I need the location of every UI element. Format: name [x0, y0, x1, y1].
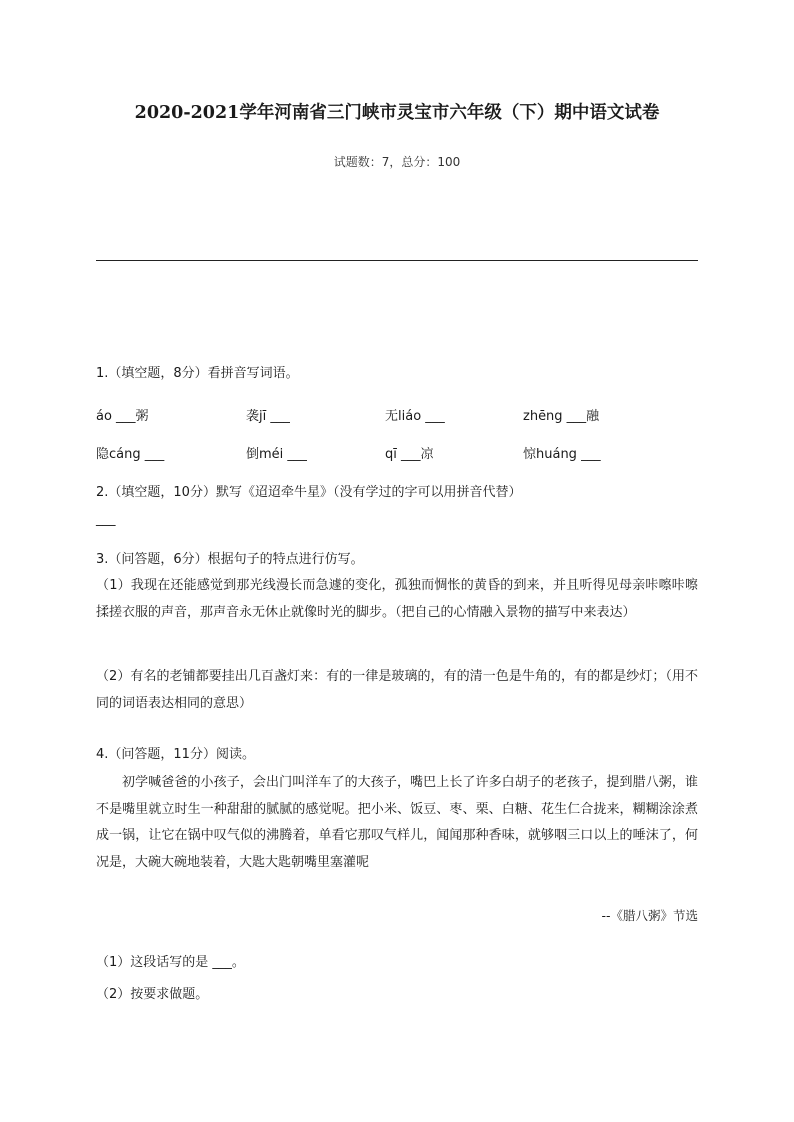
q1-item: áo ___粥: [96, 409, 149, 424]
q4-sub-2: （2）按要求做题。: [96, 987, 209, 1002]
q4-sub-1: （1）这段话写的是 ___。: [96, 955, 245, 970]
q1-item: 隐cáng ___: [96, 447, 165, 462]
q2-blank: ___: [96, 512, 116, 527]
q1-item: 无liáo ___: [385, 409, 445, 424]
q3-heading: 3.（问答题，6分）根据句子的特点进行仿写。: [96, 552, 364, 567]
q1-item: 倒méi ___: [246, 447, 307, 462]
q4-heading: 4.（问答题，11分）阅读。: [96, 747, 255, 762]
q2-heading: 2.（填空题，10分）默写《迢迢牵牛星》（没有学过的字可以用拼音代替）: [96, 485, 522, 500]
page-title: 2020-2021学年河南省三门峡市灵宝市六年级（下）期中语文试卷: [134, 103, 660, 123]
q1-item: zhēng ___融: [523, 409, 600, 424]
q1-heading: 1.（填空题，8分）看拼音写词语。: [96, 366, 299, 381]
q1-item: qī ___凉: [385, 447, 434, 462]
q3-item-1: （1）我现在还能感觉到那光线漫长而急遽的变化，孤独而惆怅的黄昏的到来，并且听得见母亲咔嚓咔嚓揉搓衣服的声音，那声音永无休止就像时光的脚步。（把自己的心情融入景物的描写中来表达）: [96, 578, 698, 620]
q1-item: 袭jī ___: [246, 409, 290, 424]
exam-meta: 试题数：7，总分：100: [333, 155, 461, 169]
divider: [96, 260, 698, 261]
q1-item: 惊huáng ___: [523, 447, 601, 462]
q4-passage: 初学喊爸爸的小孩子，会出门叫洋车了的大孩子，嘴巴上长了许多白胡子的老孩子，提到腊八粥，谁不是嘴里就立时生一种甜甜的腻腻的感觉呢。把小米、饭豆、枣、栗、白糖、花生仁合拢来，糊糊涂涂煮成一锅，让它在锅中叹气似的沸腾着，单看它那叹气样儿，闻闻那种香味，就够咽三口以上的唾沫了，何况是，大碗大碗地装着，大匙大匙朝嘴里塞灌呢: [96, 775, 698, 870]
q4-source: --《腊八粥》节选: [601, 908, 698, 923]
q3-item-2: （2）有名的老铺都要挂出几百盏灯来：有的一律是玻璃的，有的清一色是牛角的，有的都是纱灯；（用不同的词语表达相同的意思）: [96, 669, 698, 711]
